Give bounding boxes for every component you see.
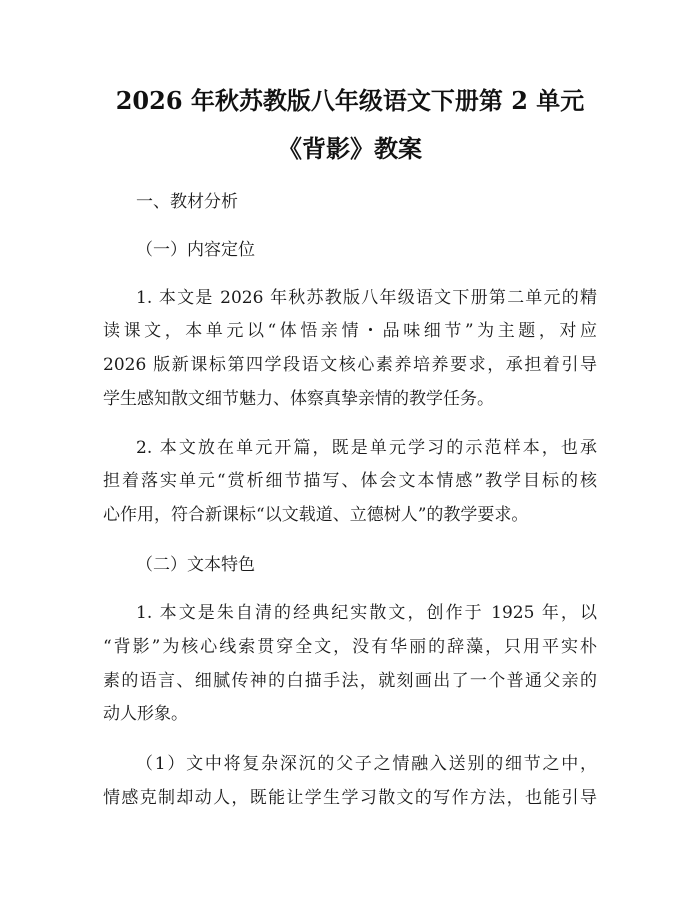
paragraph-line: 1. 本文是 2026 年秋苏教版八年级语文下册第二单元的精: [136, 288, 597, 308]
paragraph-line: 动人形象。: [103, 704, 188, 724]
paragraph-line: （1）文中将复杂深沉的父子之情融入送别的细节之中，: [136, 754, 597, 774]
paragraph-line: 2026 版新课标第四学段语文核心素养培养要求，承担着引导: [103, 355, 597, 375]
paragraph-line: 心作用，符合新课标“以文载道、立德树人”的教学要求。: [103, 505, 529, 525]
paragraph-line: 读课文，本单元以“体悟亲情・品味细节”为主题，对应: [103, 321, 597, 341]
paragraph-line: 1. 本文是朱自清的经典纪实散文，创作于 1925 年，以: [136, 603, 597, 623]
subsection-heading-text-features: （二）文本特色: [136, 555, 255, 575]
paragraph-line: 担着落实单元“赏析细节描写、体会文本情感”教学目标的核: [103, 471, 597, 491]
subsection-heading-content-positioning: （一）内容定位: [136, 240, 255, 260]
paragraph-line: “背影”为核心线索贯穿全文，没有华丽的辞藻，只用平实朴: [103, 637, 597, 657]
paragraph-line: 2. 本文放在单元开篇，既是单元学习的示范样本，也承: [136, 438, 597, 458]
section-heading-textbook-analysis: 一、教材分析: [136, 192, 238, 212]
paragraph-line: 素的语言、细腻传神的白描手法，就刻画出了一个普通父亲的: [103, 671, 597, 691]
document-subtitle: 《背影》教案: [278, 134, 422, 163]
paragraph-line: 学生感知散文细节魅力、体察真挚亲情的教学任务。: [103, 389, 494, 409]
document-title: 2026 年秋苏教版八年级语文下册第 2 单元: [115, 86, 585, 115]
paragraph-line: 情感克制却动人，既能让学生学习散文的写作方法，也能引导: [103, 788, 597, 808]
